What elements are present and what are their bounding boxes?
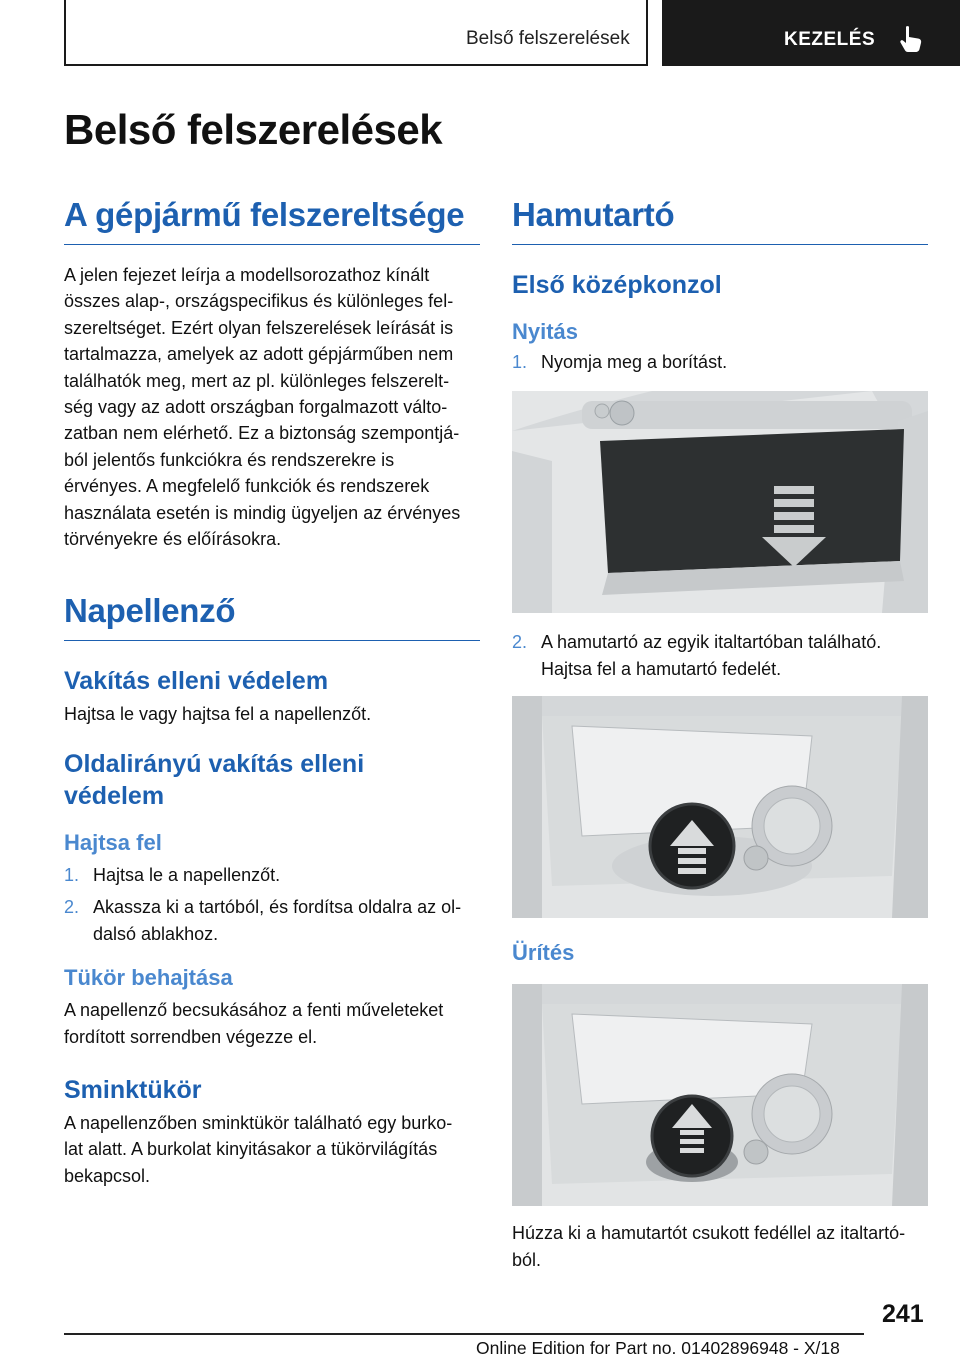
vanity-text-line: lat alatt. A burkolat kinyitásakor a tükörvilágítás	[64, 1139, 438, 1160]
step-number: 2.	[512, 632, 528, 653]
equipment-text-line: találhatók meg, mert az pl. különleges felszerelt-	[64, 370, 450, 391]
subheading-emptying: Ürítés	[512, 940, 575, 966]
emptying-text-line: Húzza ki a hamutartót csukott fedéllel az italtartó-	[512, 1223, 906, 1244]
mirror-fold-text-line: fordított sorrendben végezze el.	[64, 1026, 318, 1047]
mirror-fold-text-line: A napellenző becsukásához a fenti műveleteket	[64, 1000, 444, 1021]
ashtray-remove-illustration	[512, 984, 928, 1206]
list-item	[512, 629, 928, 682]
subheading-glare-protection: Vakítás elleni védelem	[64, 667, 329, 696]
subheading-front-console: Első középkonzol	[512, 271, 722, 299]
section-heading-equipment: A gépjármű felszereltsége	[64, 196, 480, 245]
list-item	[64, 862, 480, 888]
vanity-text-line: bekapcsol.	[64, 1165, 151, 1186]
page-title: Belső felszerelések	[64, 106, 443, 153]
subheading-vanity-mirror: Sminktükör	[64, 1075, 202, 1104]
equipment-text-line: tartalmazza, amelyek az adott gépjárműben nem	[64, 344, 454, 365]
footer-rule	[64, 1333, 864, 1335]
list-item	[64, 894, 480, 947]
header-left-rule	[64, 0, 66, 66]
step-text: Hajtsa le a napellenzőt.	[93, 864, 281, 885]
header-section-title: Belső felszerelések	[466, 28, 630, 49]
left-column	[64, 196, 480, 1189]
subheading-side-glare-line2: védelem	[64, 781, 165, 810]
step-text: dalsó ablakhoz.	[93, 923, 219, 944]
equipment-text-line: érvényes. A megfelelő funkciók és rendszerek	[64, 476, 430, 497]
step-number: 1.	[512, 352, 528, 372]
equipment-text-line: használata esetén is mindig ügyeljen az érvényes	[64, 502, 461, 523]
subheading-opening: Nyitás	[512, 319, 579, 344]
vanity-text-line: A napellenzőben sminktükör található egy burko-	[64, 1112, 453, 1133]
chapter-tab-label: KEZELÉS	[784, 29, 876, 50]
subheading-fold-up: Hajtsa fel	[64, 829, 162, 855]
step-text: Hajtsa fel a hamutartó fedelét.	[541, 658, 782, 679]
equipment-text-line: törvényekre és előírásokra.	[64, 529, 282, 550]
emptying-text-line: ból.	[512, 1249, 542, 1270]
console-cover-illustration	[512, 391, 928, 613]
right-column	[512, 196, 928, 1273]
open-steps-list-2	[512, 629, 928, 682]
step-text: Akassza ki a tartóból, és fordítsa oldalra az ol-	[93, 897, 462, 918]
chapter-tab[interactable]	[662, 0, 960, 66]
subheading-side-glare-line1: Oldalirányú vakítás elleni	[64, 749, 365, 778]
equipment-text-line: ség vagy az adott országban forgalmazott válto-	[64, 397, 448, 418]
list-item	[512, 349, 928, 375]
glare-protection-text: Hajtsa le vagy hajtsa fel a napellenzőt.	[64, 704, 372, 725]
section-heading-sun-visor: Napellenző	[64, 592, 480, 641]
step-number: 1.	[64, 864, 80, 885]
header-right-rule	[646, 0, 648, 66]
equipment-text-line: A jelen fejezet leírja a modellsorozathoz kínált	[64, 265, 430, 285]
subheading-mirror-fold: Tükör behajtása	[64, 965, 233, 991]
ashtray-open-illustration	[512, 696, 928, 918]
hand-pointer-icon	[898, 25, 924, 58]
header-bottom-rule	[64, 64, 648, 66]
page-number: 241	[882, 1300, 924, 1328]
open-steps-list-1	[512, 349, 928, 375]
equipment-text-line: szereltséget. Ezért olyan felszerelések leírását is	[64, 317, 454, 338]
fold-steps-list	[64, 862, 480, 947]
equipment-text-line: összes alap-, országspecifikus és különleges fel-	[64, 291, 454, 312]
equipment-text-line: zatban nem elérhető. Ez a biztonság szempontjá-	[64, 423, 460, 444]
footer-edition-text: Online Edition for Part no. 01402896948 - X/18	[476, 1338, 840, 1358]
step-number: 2.	[64, 897, 80, 918]
step-text: A hamutartó az egyik italtartóban található.	[541, 632, 882, 653]
equipment-text-line: ból jelentős funkciókra és rendszerekre is	[64, 449, 395, 470]
step-text: Nyomja meg a borítást.	[541, 352, 728, 372]
section-heading-ashtray: Hamutartó	[512, 196, 928, 245]
